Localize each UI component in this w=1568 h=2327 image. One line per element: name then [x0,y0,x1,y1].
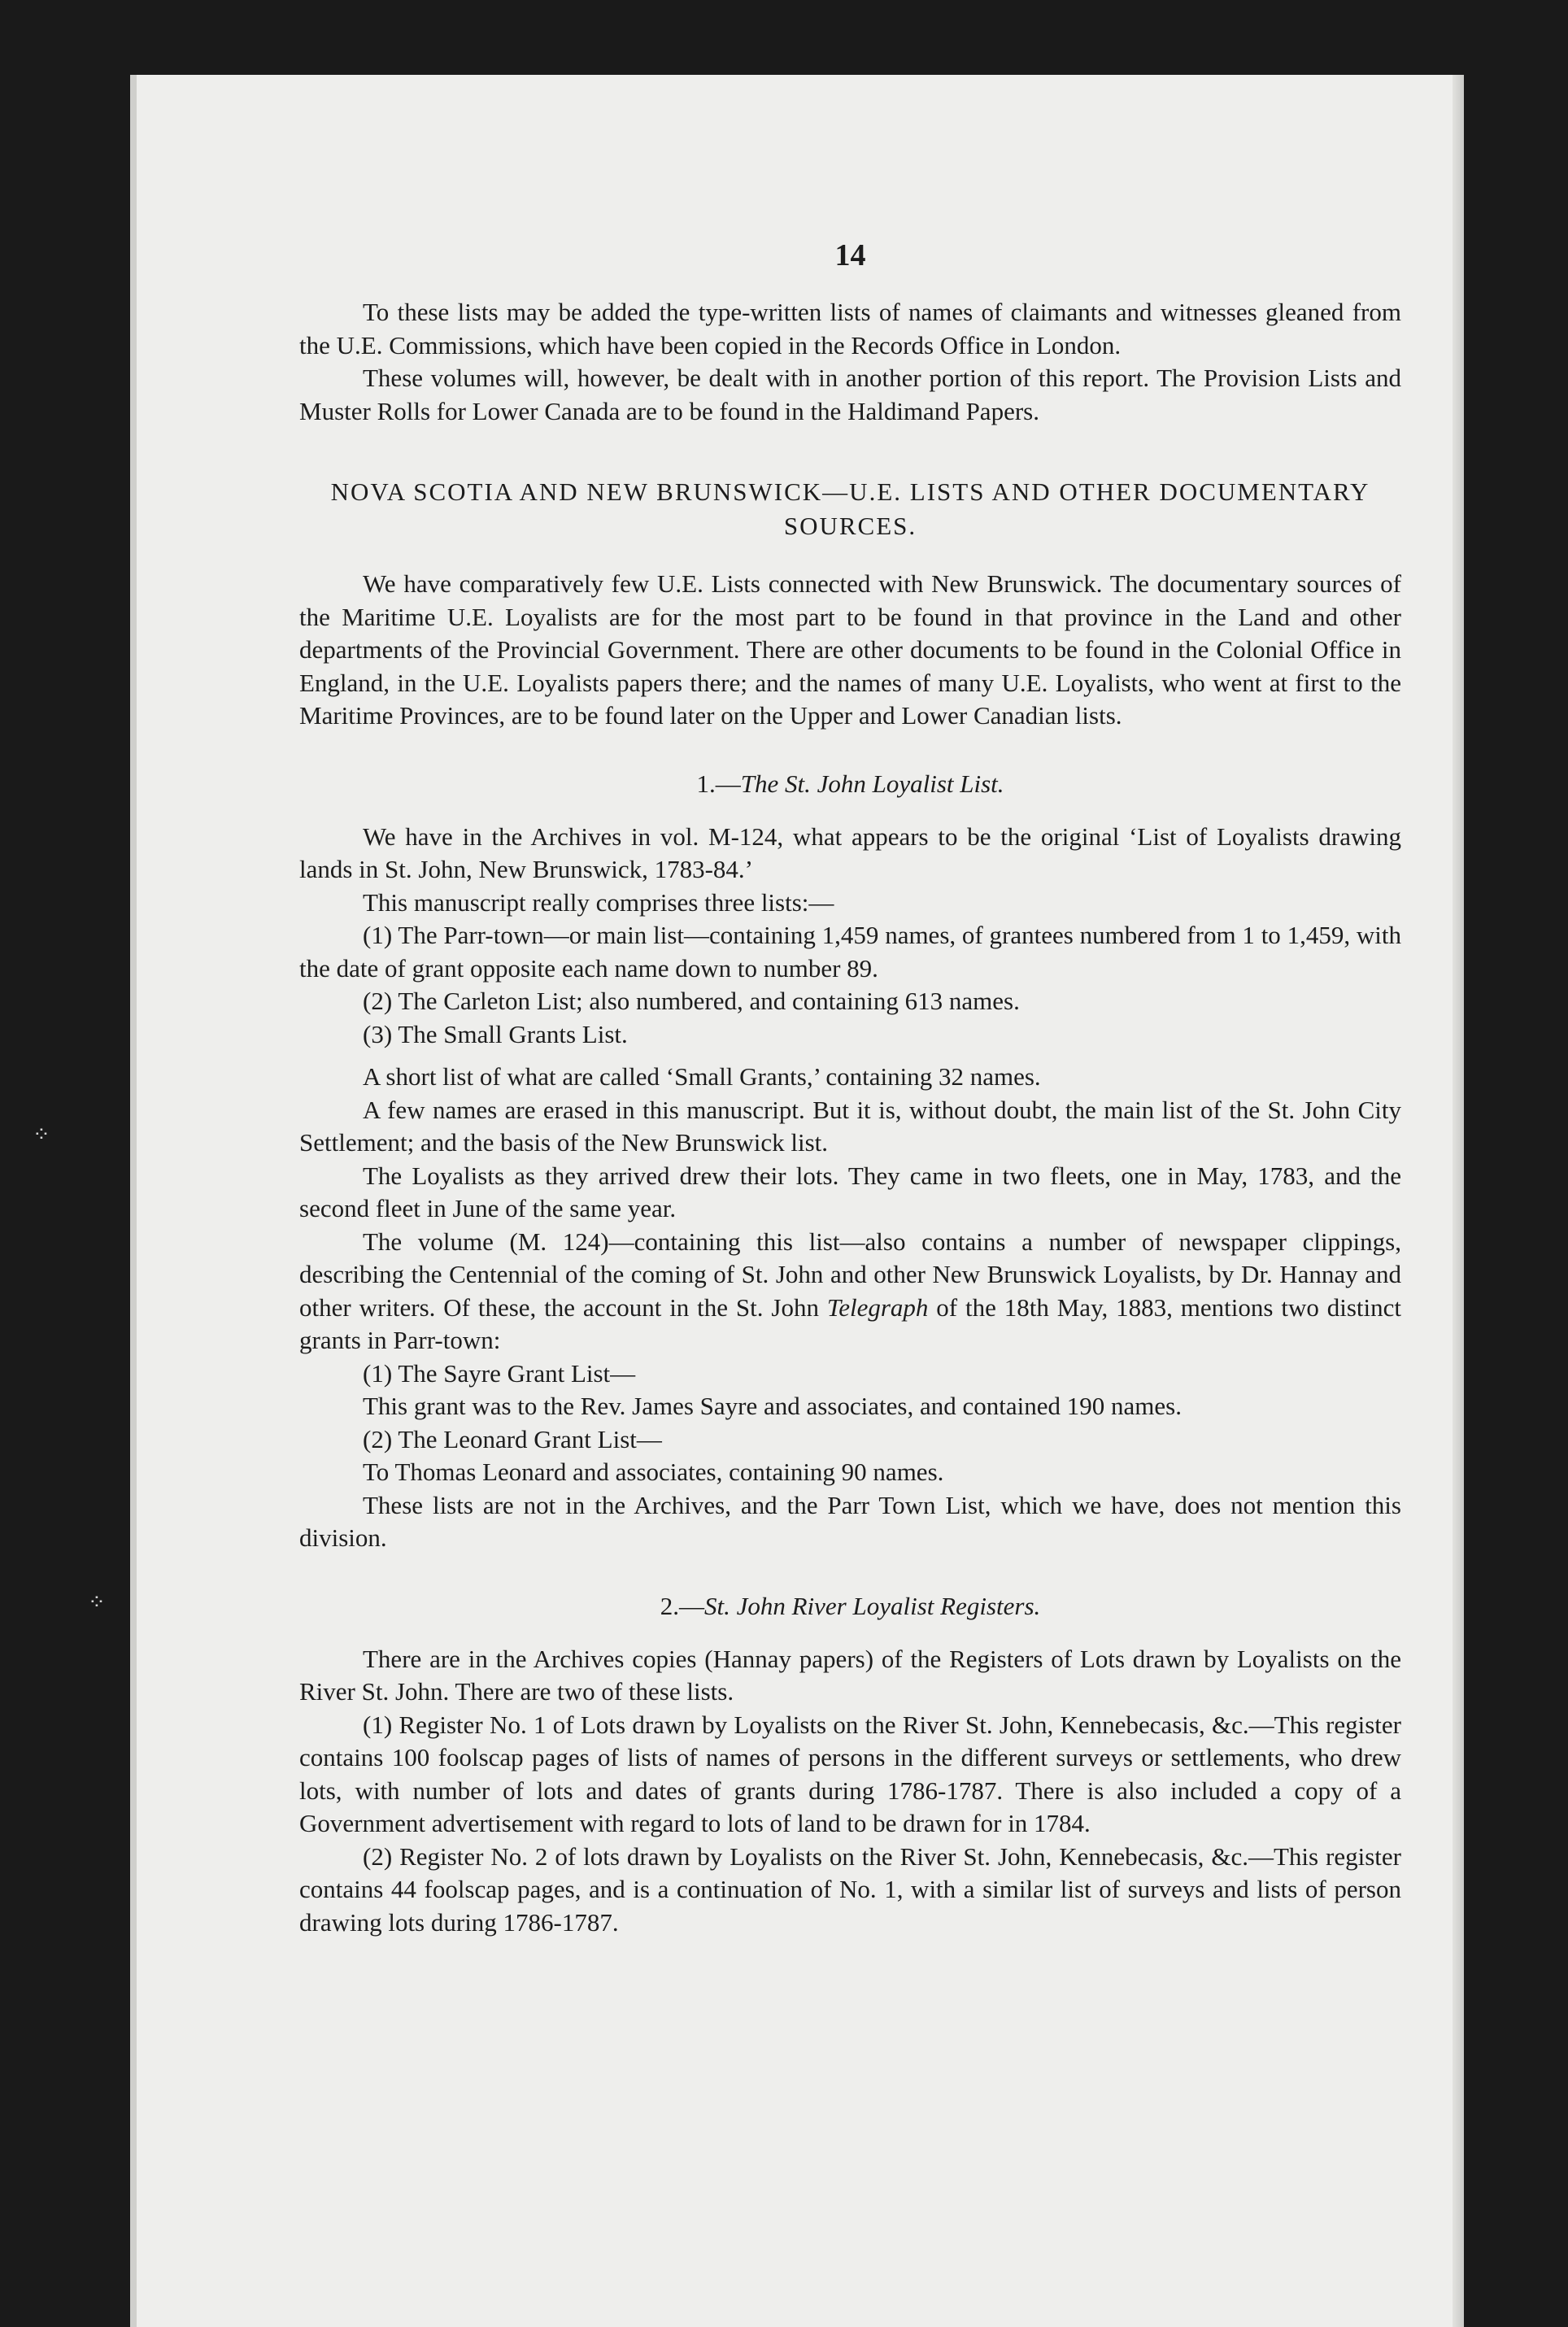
s1-telegraph-lead: The volume (M. 124)—containing this list—also contains a number of newspaper clippings, describing the Centennial of the coming of St. John and other New Brunswick Loyalists, by Dr. Hannay and other writers. Of these, the account in the St. John [299,1227,1401,1322]
intro-paragraph-2: These volumes will, however, be dealt with in another portion of this report. The Provision Lists and Muster Rolls for Lower Canada are to be found in the Haldimand Papers. [299,364,1401,425]
s2-list-item: (2) Register No. 2 of lots drawn by Loyalists on the River St. John, Kennebecasis, &c.—This register contains 44 foolscap pages, and is a continuation of No. 1, with a similar list of surveys and lists of person drawing lots during 1786-1787. [299,1841,1401,1937]
subsection-2-number: 2.— [660,1591,704,1620]
s1-list-item: (1) The Parr-town—or main list—containing 1,459 names, of grantees numbered from 1 to 1,459, with the date of grant opposite each name down to number 89. [299,921,1401,983]
telegraph-title: Telegraph [826,1292,929,1322]
s2-paragraph: There are in the Archives copies (Hannay papers) of the Registers of Lots drawn by Loyalists on the River St. John. There are two of these lists. [299,1644,1401,1706]
page-content [299,237,1401,1939]
s1-list-item: (2) The Carleton List; also numbered, and containing 613 names. [363,987,1020,1015]
subsection-2-title: St. John River Loyalist Registers. [703,1591,1041,1620]
s2-list-item: (1) Register No. 1 of Lots drawn by Loyalists on the River St. John, Kennebecasis, &c.—This register contains 100 foolscap pages of lists of names of persons in the different surveys or settlements, who drew lots, with number of lots and dates of grants during 1786-1787. There is also included a copy of a Government advertisement with regard to lots of land to be drawn for in 1784. [299,1710,1401,1837]
s1-telegraph-paragraph [299,1226,1401,1357]
s1-paragraph: We have in the Archives in vol. M-124, what appears to be the original ‘List of Loyalists drawing lands in St. John, New Brunswick, 1783-84.’ [299,821,1401,883]
section-heading: NOVA SCOTIA AND NEW BRUNSWICK—U.E. LISTS AND OTHER DOCUMENTARY SOURCES. [330,477,1370,540]
scan-speck: ⁘ [88,1590,106,1615]
scan-speck: ⁘ [33,1122,50,1147]
document-page [130,75,1464,2327]
s1-telegraph-tail: of the 18th May, 1883, mentions two distinct grants in Parr-town: [299,1292,1401,1354]
subsection-1-title: The St. John Loyalist List. [740,769,1004,798]
subsection-1-number: 1.— [696,769,741,798]
page-number: 14 [834,238,866,272]
s1-paragraph: This grant was to the Rev. James Sayre and associates, and contained 190 names. [363,1392,1182,1420]
s1-paragraph: The Loyalists as they arrived drew their lots. They came in two fleets, one in May, 1783, and the second fleet in June of the same year. [299,1161,1401,1222]
section-paragraph: We have comparatively few U.E. Lists connected with New Brunswick. The documentary sources of the Maritime U.E. Loyalists are for the most part to be found in that province in the Land and other departments of the Provincial Government. There are other documents to be found in the Colonial Office in England, in the U.E. Loyalists papers there; and the names of many U.E. Loyalists, who went at first to the Maritime Provinces, are to be found later on the Upper and Lower Canadian lists. [299,569,1401,730]
subsection-2-heading [299,1589,1401,1623]
s1-list-item: (1) The Sayre Grant List— [363,1358,636,1388]
s1-paragraph: This manuscript really comprises three lists:— [363,887,834,917]
s1-paragraph: These lists are not in the Archives, and the Parr Town List, which we have, does not mention this division. [299,1490,1401,1552]
subsection-1-heading [299,767,1401,801]
s1-paragraph: A short list of what are called ‘Small Grants,’ containing 32 names. [363,1062,1041,1091]
s1-list-item: (3) The Small Grants List. [363,1019,628,1048]
s1-list-item: (2) The Leonard Grant List— [363,1424,662,1453]
intro-paragraph-1: To these lists may be added the type-written lists of names of claimants and witnesses gleaned from the U.E. Commissions, which have been copied in the Records Office in London. [299,298,1401,360]
s1-paragraph: To Thomas Leonard and associates, containing 90 names. [363,1458,944,1486]
s1-paragraph: A few names are erased in this manuscript. But it is, without doubt, the main list of the St. John City Settlement; and the basis of the New Brunswick list. [299,1095,1401,1157]
